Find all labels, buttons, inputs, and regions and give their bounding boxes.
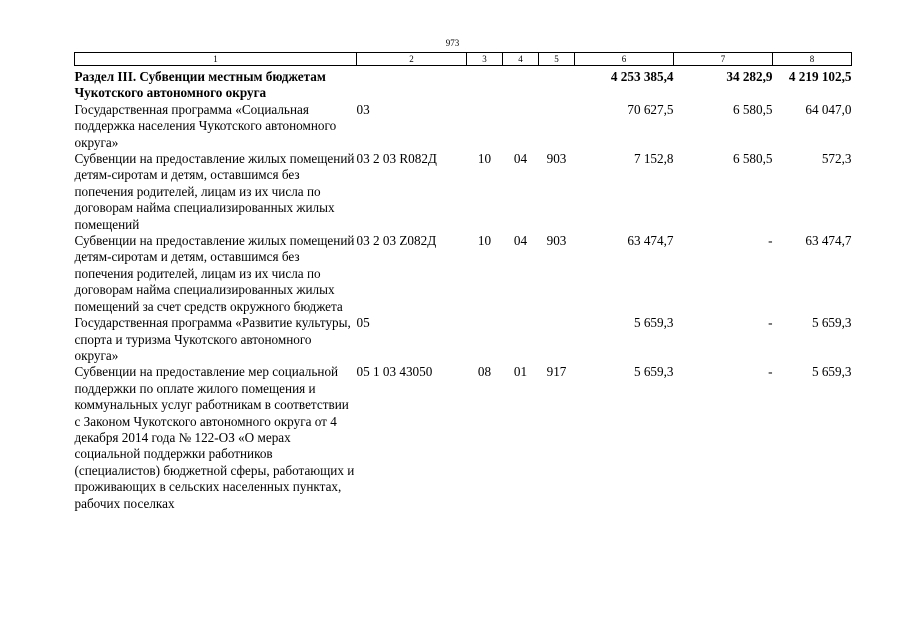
row-col6-cell: 5 659,3 [633,315,674,331]
row-col4-cell: 04 [513,151,528,167]
row-col5-cell [539,66,575,102]
row-col3-cell [467,102,503,151]
row-code-cell: 03 2 03 Z082Д [356,233,437,249]
row-col7-cell: - [768,315,773,331]
header-cell: 7 [674,53,773,66]
row-col5-cell: 903 [546,233,567,249]
row-col6-cell: 4 253 385,4 [610,69,674,84]
row-col4-cell: 01 [513,364,528,380]
row-col8-cell: 5 659,3 [811,315,852,331]
header-cell: 4 [503,53,539,66]
row-col4-cell [503,66,539,102]
row-col7-cell: 6 580,5 [732,151,773,167]
row-code-cell: 05 [356,315,370,331]
row-name-cell: Субвенции на предоставление жилых помещений детям-сиротам и детям, оставшимся без попечения родителей, лицам из их числа по договорам найма специализированных жилых помещений за счет средств окружного бюджета [74,233,355,314]
row-code-cell: 03 [356,101,370,117]
table-row [75,315,852,364]
row-col6-cell: 70 627,5 [627,101,674,117]
table-row [75,233,852,315]
header-cell: 6 [575,53,674,66]
table-row [75,364,852,512]
row-col8-cell: 64 047,0 [805,101,852,117]
row-col4-cell: 04 [513,233,528,249]
row-col7-cell: - [768,233,773,249]
row-col7-cell: 6 580,5 [732,101,773,117]
row-col6-cell: 5 659,3 [633,364,674,380]
table-header-row [75,53,852,66]
row-name-cell: Субвенции на предоставление жилых помещений детям-сиротам и детям, оставшимся без попечения родителей, лицам из их числа по договорам найма специализированных жилых помещений [74,151,355,232]
row-col3-cell: 10 [477,233,492,249]
row-col4-cell [503,102,539,151]
row-code-cell [357,66,467,102]
table-row [75,102,852,151]
row-name-cell: Раздел III. Субвенции местным бюджетам Чукотского автономного округа [74,69,326,101]
table-row [75,66,852,102]
row-col6-cell: 7 152,8 [633,151,674,167]
row-col3-cell: 10 [477,151,492,167]
row-code-cell: 03 2 03 R082Д [356,151,437,167]
row-col3-cell [467,315,503,364]
header-cell: 5 [539,53,575,66]
row-col3-cell: 08 [477,364,492,380]
row-name-cell: Субвенции на предоставление мер социальной поддержки по оплате жилого помещения и коммунальных услуг работникам в соответствии с Законом Чукотского автономного округа от 4 декабря 2014 года № 122-ОЗ «О мерах социальной поддержки работников (специалистов) бюджетной сферы, работающих и проживающих в сельских населенных пунктах, рабочих поселках [74,364,355,511]
table-body [75,53,852,512]
row-col8-cell: 63 474,7 [805,233,852,249]
header-cell: 3 [467,53,503,66]
row-name-cell: Государственная программа «Социальная поддержка населения Чукотского автономного округа» [74,101,337,150]
page-number: 973 [445,38,460,48]
header-cell: 1 [75,53,357,66]
row-col3-cell [467,66,503,102]
row-col8-cell: 572,3 [821,151,852,167]
row-col5-cell: 917 [546,364,567,380]
budget-table [74,52,852,512]
row-col8-cell: 4 219 102,5 [788,69,852,84]
row-col5-cell [539,315,575,364]
row-col5-cell [539,102,575,151]
header-cell: 8 [773,53,852,66]
row-col4-cell [503,315,539,364]
row-code-cell: 05 1 03 43050 [356,364,433,380]
header-cell: 2 [357,53,467,66]
row-col6-cell: 63 474,7 [627,233,674,249]
row-col7-cell: - [768,364,773,380]
row-col8-cell: 5 659,3 [811,364,852,380]
row-col5-cell: 903 [546,151,567,167]
row-name-cell: Государственная программа «Развитие культуры, спорта и туризма Чукотского автономного округа» [74,315,351,363]
table-row [75,151,852,233]
row-col7-cell: 34 282,9 [726,69,773,84]
